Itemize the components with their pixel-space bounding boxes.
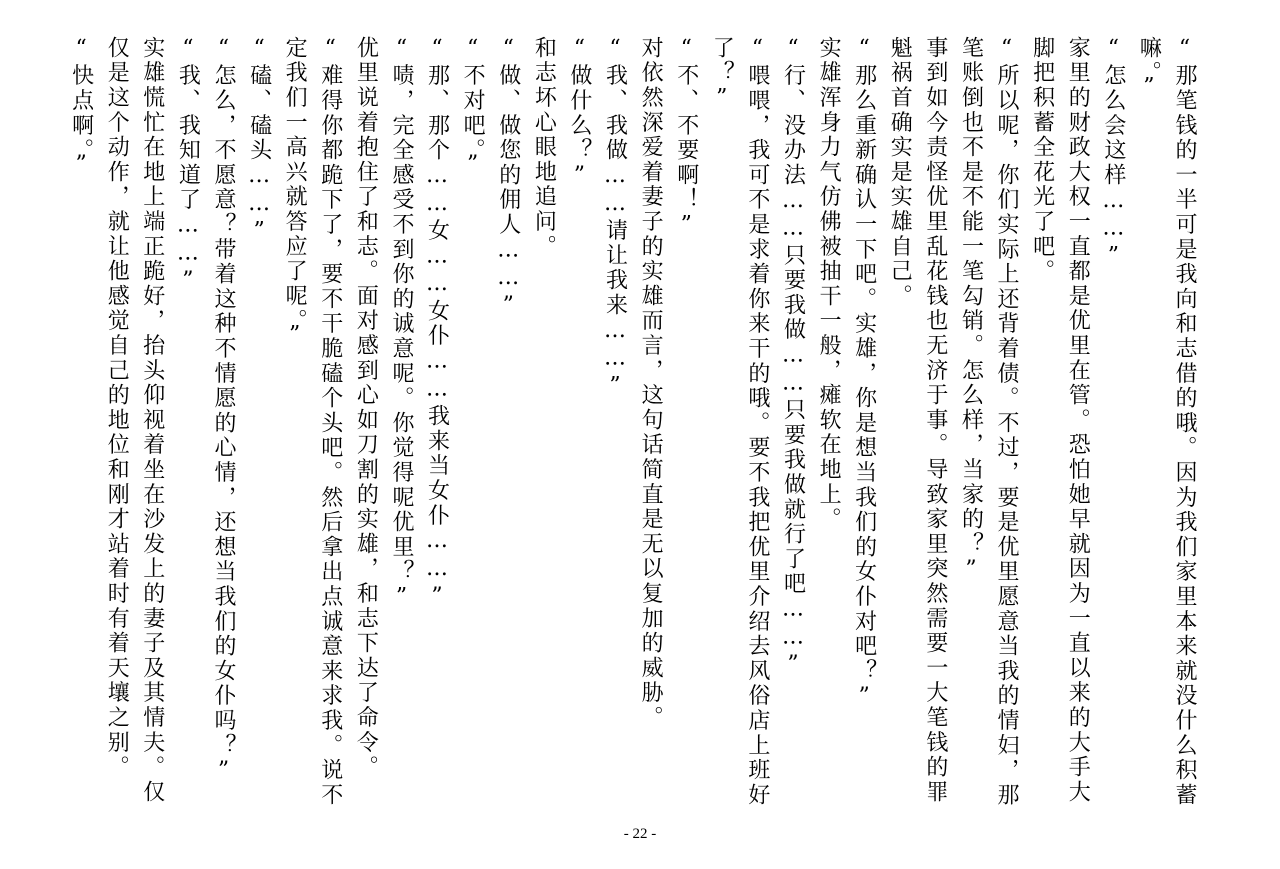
text-line: 实雄慌忙在地上端正跪好，抬头仰视着坐在沙发上的妻子及其情夫。仅 [139, 36, 165, 805]
text-line: “那笔钱的一半可是我向和志借的哦。因为我们家里本来就没什么积蓄 [1172, 36, 1197, 808]
text-line: 魁祸首确实是实雄自己。 [887, 36, 913, 309]
text-line: “不、不要啊！” [673, 36, 699, 241]
text-line: 和志坏心眼地追问。 [531, 36, 557, 260]
text-line: “做什么？” [566, 36, 592, 191]
text-line: “不对吧。” [460, 36, 486, 180]
text-line: “做、做您的佣人……” [495, 36, 521, 321]
text-line: “我、我做……请让我来……” [602, 36, 628, 402]
text-line: 了？” [709, 36, 735, 114]
vertical-text-body [68, 36, 1202, 808]
text-line: “所以呢，你们实际上还背着债。不过，要是优里愿意当我的情妇，那 [994, 36, 1020, 808]
text-line: 对依然深爱着妻子的实雄而言，这句话简直是无以复加的威胁。 [638, 36, 664, 731]
text-line: 家里的财政大权一直都是优里在管。恐怕她早就因为一直以来的大手大 [1065, 36, 1091, 805]
text-line: 优里说着抱住了和志。面对感到心如刀割的实雄，和志下达了命令。 [353, 36, 379, 780]
text-line: “那、那个……女……女仆……我来当女仆……” [424, 36, 450, 612]
text-line: “难得你都跪下了，要不干脆磕个头吧。然后拿出点诚意来求我。说不 [317, 36, 343, 808]
text-line: “怎么会这样……” [1100, 36, 1126, 272]
text-line: 脚把积蓄全花光了吧。 [1029, 36, 1055, 284]
text-line: “快点啊。” [68, 36, 94, 180]
text-line: “喂喂，我可不是求着你来干的哦。要不我把优里介绍去风俗店上班好 [744, 36, 770, 808]
text-line: 笔账倒也不是不能一笔勾销。怎么样，当家的？” [958, 36, 984, 585]
text-line: 事到如今责怪优里乱花钱也无济于事。导致家里突然需要一大笔钱的罪 [922, 36, 948, 805]
text-line: “磕、磕头……” [246, 36, 272, 247]
page-number: - 22 - [623, 826, 657, 842]
text-line: “那么重新确认一下吧。实雄，你是想当我们的女仆对吧？” [851, 36, 877, 712]
text-line: 定我们一高兴就答应了呢。” [282, 36, 308, 351]
text-line: “行、没办法……只要我做……只要我做就行了吧……” [780, 36, 806, 680]
text-line: “我、我知道了……” [175, 36, 201, 296]
text-line: “怎么，不愿意？带着这种不情愿的心情，还想当我们的女仆吗？” [210, 36, 236, 786]
text-line: 嘛。” [1136, 36, 1162, 103]
text-line: “啧，完全感受不到你的诚意呢。你觉得呢优里？” [388, 36, 414, 613]
text-line: 仅是这个动作，就让他感觉自己的地位和刚才站着时有着天壤之别。 [104, 36, 130, 780]
text-line: 实雄浑身力气仿佛被抽干一般，瘫软在地上。 [816, 36, 842, 532]
